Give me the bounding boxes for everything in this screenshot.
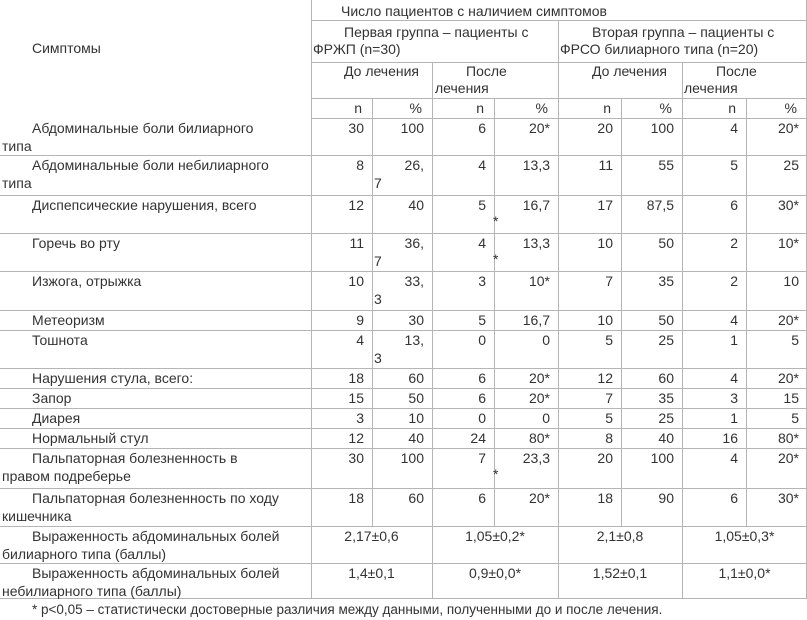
- percent-value: 87,5: [646, 197, 674, 213]
- symptom-label: Изжога, отрыжка: [32, 273, 142, 289]
- count-value: 5: [478, 197, 486, 213]
- count-value: 18: [348, 370, 364, 386]
- percent-value: 0: [542, 332, 550, 348]
- grid-line: [0, 408, 807, 409]
- percent-value: 25: [658, 410, 674, 426]
- count-value: 5: [605, 410, 613, 426]
- grid-line: [0, 271, 807, 272]
- grid-line: [682, 62, 683, 598]
- mean-value: 2,17±0,6: [344, 528, 399, 544]
- percent-value: 20*: [528, 370, 550, 386]
- grid-line: [0, 195, 807, 196]
- group1-header-line2: ФРЖП (n=30): [313, 41, 401, 57]
- group1-after-header-2: лечения: [435, 80, 489, 96]
- percent-value: 23,3: [522, 450, 550, 466]
- grid-line: [0, 368, 807, 369]
- percent-value: 90: [658, 490, 674, 506]
- count-value: 1: [730, 332, 738, 348]
- percent-value: 13,3: [522, 157, 550, 173]
- count-value: 3: [356, 410, 364, 426]
- count-value: 16: [722, 430, 738, 446]
- count-value: 4: [478, 157, 486, 173]
- grid-line: [432, 62, 433, 598]
- symptom-label: Выраженность абдоминальных болей: [32, 565, 280, 581]
- symptom-label: Пальпаторная болезненность в: [32, 450, 238, 466]
- count-value: 6: [478, 370, 486, 386]
- percent-value: 100: [650, 450, 674, 466]
- symptom-label: Тошнота: [32, 332, 88, 348]
- percent-value: 5: [791, 410, 799, 426]
- percent-header: %: [784, 100, 797, 116]
- count-value: 5: [730, 157, 738, 173]
- symptom-label: кишечника: [2, 508, 72, 524]
- grid-line: [0, 155, 807, 156]
- symptom-label: Абдоминальные боли небилиарного: [32, 157, 269, 173]
- count-value: 18: [348, 490, 364, 506]
- grid-line: [0, 488, 807, 489]
- group2-after-header-2: лечения: [684, 80, 738, 96]
- grid-line: [0, 388, 807, 389]
- percent-value: 80*: [528, 430, 550, 446]
- count-value: 12: [348, 430, 364, 446]
- percent-value: 35: [658, 390, 674, 406]
- percent-value: 13,3: [522, 235, 550, 251]
- percent-value: 16,7: [522, 312, 550, 328]
- percent-value: 20*: [777, 312, 799, 328]
- count-value: 6: [478, 390, 486, 406]
- percent-value: 10: [783, 273, 799, 289]
- percent-value: 55: [658, 157, 674, 173]
- percent-header: %: [659, 100, 672, 116]
- mean-value: 1,1±0,0*: [718, 565, 771, 581]
- count-value: 10: [597, 235, 613, 251]
- percent-value: 100: [650, 120, 674, 136]
- mean-value: 0,9±0,0*: [468, 565, 522, 581]
- percent-value: 40: [658, 430, 674, 446]
- count-value: 7: [478, 450, 486, 466]
- count-value: 6: [730, 490, 738, 506]
- percent-header: %: [535, 100, 548, 116]
- count-value: 3: [730, 390, 738, 406]
- grid-line: [0, 428, 807, 429]
- percent-value: 10: [408, 410, 424, 426]
- percent-wrap: 3: [374, 291, 382, 307]
- symptom-label: правом подреберье: [2, 468, 131, 484]
- symptom-label: небилиарного типа (баллы): [2, 583, 182, 599]
- count-value: 5: [478, 312, 486, 328]
- count-value: 4: [730, 312, 738, 328]
- count-value: 30: [348, 450, 364, 466]
- symptom-label: Горечь во рту: [32, 235, 121, 251]
- count-value: 17: [597, 197, 613, 213]
- n-header: n: [476, 100, 484, 116]
- count-value: 15: [348, 390, 364, 406]
- footnote: * р<0,05 – статистически достоверные различия между данными, полученными до и после лечения.: [32, 602, 663, 617]
- count-value: 7: [605, 273, 613, 289]
- mean-value: 2,1±0,8: [596, 528, 644, 544]
- count-value: 20: [597, 120, 613, 136]
- group2-before-header: До лечения: [592, 63, 668, 79]
- percent-wrap: 7: [374, 175, 382, 191]
- mean-value: 1,05±0,2*: [465, 528, 525, 544]
- grid-line: [0, 330, 807, 331]
- symptom-label: типа: [2, 175, 32, 191]
- group2-after-header-1: После: [716, 63, 757, 79]
- symptom-label: типа: [2, 138, 32, 154]
- percent-value: 80*: [777, 430, 799, 446]
- count-value: 1: [730, 410, 738, 426]
- percent-value: 30: [408, 312, 424, 328]
- asterisk-wrap: *: [493, 213, 499, 229]
- percent-value: 60: [408, 370, 424, 386]
- grid-line: [311, 98, 807, 99]
- percent-value: 10*: [528, 273, 550, 289]
- symptom-label: Пальпаторная болезненность по ходу: [32, 490, 279, 506]
- count-value: 4: [730, 120, 738, 136]
- count-value: 8: [605, 430, 613, 446]
- percent-value: 60: [408, 490, 424, 506]
- symptom-label: билиарного типа (баллы): [2, 546, 167, 562]
- count-value: 0: [478, 332, 486, 348]
- percent-value: 15: [783, 390, 799, 406]
- symptom-label: Диарея: [32, 410, 81, 426]
- percent-value: 13,: [404, 332, 424, 348]
- percent-value: 50: [658, 235, 674, 251]
- symptom-label: Абдоминальные боли билиарного: [32, 120, 254, 136]
- count-value: 6: [478, 490, 486, 506]
- asterisk-wrap: *: [493, 466, 499, 482]
- count-value: 6: [478, 120, 486, 136]
- symptom-label: Выраженность абдоминальных болей: [32, 528, 280, 544]
- percent-value: 25: [783, 157, 799, 173]
- percent-value: 35: [658, 273, 674, 289]
- percent-value: 25: [658, 332, 674, 348]
- grid-line: [0, 448, 807, 449]
- percent-value: 33,: [404, 273, 424, 289]
- percent-header: %: [409, 100, 422, 116]
- count-value: 2: [730, 273, 738, 289]
- percent-value: 20*: [777, 450, 799, 466]
- count-value: 4: [730, 370, 738, 386]
- count-value: 18: [597, 490, 613, 506]
- n-header: n: [603, 100, 611, 116]
- group2-header-line2: ФРСО билиарного типа (n=20): [560, 41, 759, 57]
- percent-value: 40: [408, 430, 424, 446]
- percent-value: 20*: [777, 370, 799, 386]
- count-value: 4: [730, 450, 738, 466]
- count-value: 12: [348, 197, 364, 213]
- grid-line: [311, 0, 312, 598]
- percent-value: 20*: [528, 120, 550, 136]
- count-value: 2: [730, 235, 738, 251]
- count-value: 8: [356, 157, 364, 173]
- mean-value: 1,4±0,1: [348, 565, 395, 581]
- count-value: 9: [356, 312, 364, 328]
- grid-line: [0, 233, 807, 234]
- grid-line: [0, 563, 807, 564]
- percent-value: 30*: [777, 197, 799, 213]
- count-value: 4: [356, 332, 364, 348]
- symptom-label: Диспепсические нарушения, всего: [32, 197, 257, 213]
- percent-value: 16,7: [522, 197, 550, 213]
- percent-value: 50: [408, 390, 424, 406]
- symptom-label: Запор: [32, 390, 72, 406]
- group1-before-header: До лечения: [344, 63, 420, 79]
- percent-value: 60: [658, 370, 674, 386]
- percent-value: 5: [791, 332, 799, 348]
- percent-value: 20*: [777, 120, 799, 136]
- symptoms-header: Симптомы: [32, 40, 101, 56]
- group2-header-line1: Вторая группа – пациенты с: [592, 24, 775, 40]
- count-value: 0: [478, 410, 486, 426]
- count-value: 11: [349, 235, 364, 251]
- count-value: 12: [597, 370, 613, 386]
- mean-value: 1,52±0,1: [592, 565, 648, 581]
- count-value: 10: [348, 273, 364, 289]
- percent-value: 10*: [777, 235, 799, 251]
- mean-value: 1,05±0,3*: [714, 528, 775, 544]
- percent-value: 40: [408, 197, 424, 213]
- percent-value: 100: [400, 120, 424, 136]
- symptom-label: Нарушения стула, всего:: [32, 370, 194, 386]
- symptom-label: Метеоризм: [32, 312, 105, 328]
- group1-header-line1: Первая группа – пациенты с: [344, 24, 529, 40]
- symptom-label: Нормальный стул: [32, 430, 149, 446]
- asterisk-wrap: *: [493, 251, 499, 267]
- count-value: 4: [478, 235, 486, 251]
- count-value: 6: [730, 197, 738, 213]
- count-value: 5: [605, 332, 613, 348]
- group1-after-header-1: После: [466, 63, 507, 79]
- count-value: 30: [348, 120, 364, 136]
- count-value: 20: [597, 450, 613, 466]
- count-value: 7: [605, 390, 613, 406]
- grid-line: [0, 526, 807, 527]
- percent-value: 20*: [528, 390, 550, 406]
- percent-value: 30*: [777, 490, 799, 506]
- patient-count-header: Число пациентов с наличием симптомов: [341, 3, 607, 19]
- count-value: 11: [598, 157, 613, 173]
- percent-value: 36,: [404, 235, 424, 251]
- grid-line: [311, 20, 807, 21]
- n-header: n: [728, 100, 736, 116]
- count-value: 3: [478, 273, 486, 289]
- percent-value: 26,: [404, 157, 424, 173]
- grid-line: [0, 310, 807, 311]
- count-value: 24: [470, 430, 486, 446]
- percent-wrap: 3: [374, 350, 382, 366]
- percent-wrap: 7: [374, 253, 382, 269]
- n-header: n: [354, 100, 362, 116]
- percent-value: 0: [542, 410, 550, 426]
- count-value: 10: [597, 312, 613, 328]
- percent-value: 100: [400, 450, 424, 466]
- percent-value: 20*: [528, 490, 550, 506]
- grid-line: [311, 118, 807, 119]
- percent-value: 50: [658, 312, 674, 328]
